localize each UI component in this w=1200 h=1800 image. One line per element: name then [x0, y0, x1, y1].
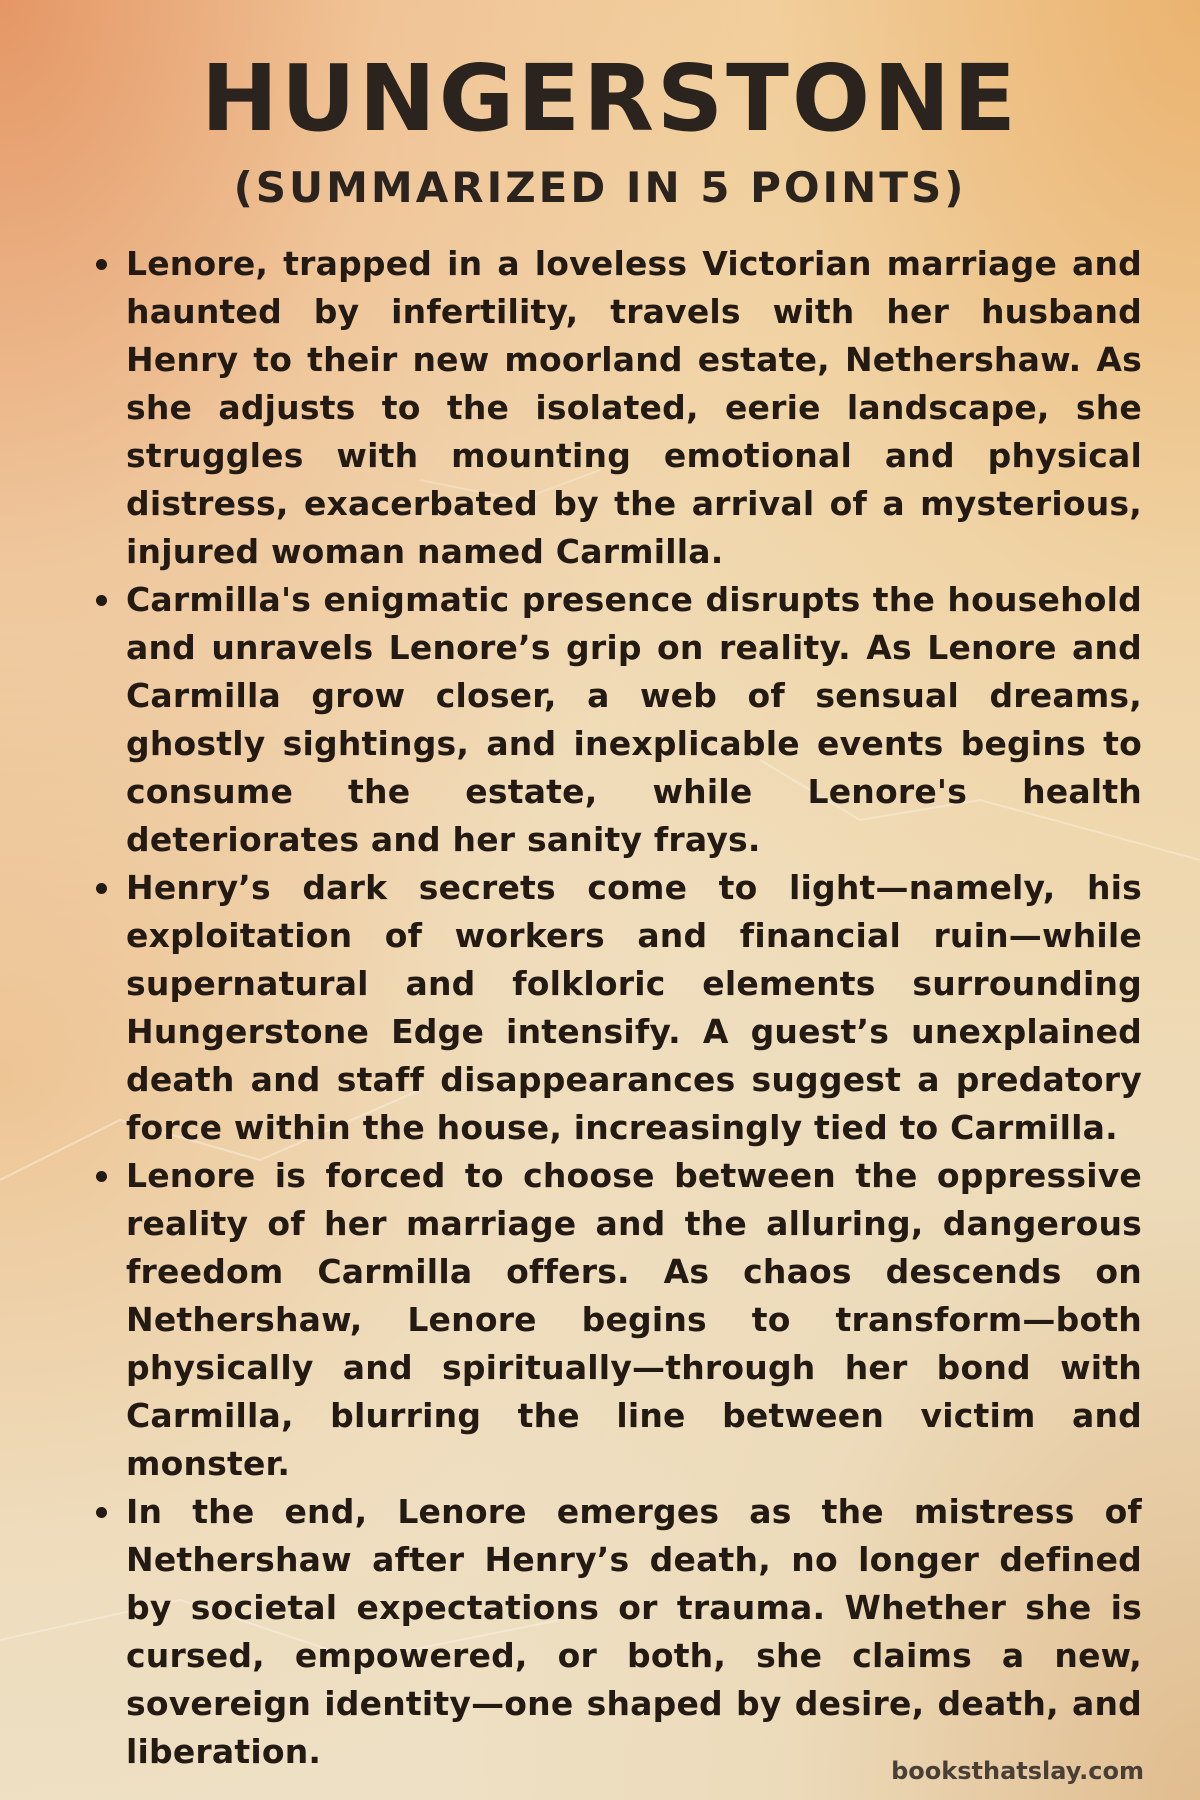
summary-point: [92, 1152, 1142, 1488]
summary-point: [92, 864, 1142, 1152]
bullet-icon: [96, 1507, 107, 1518]
summary-point-text: Henry’s dark secrets come to light—namely, his exploitation of workers and financial ruin—while supernatural and folkloric elements surrounding Hungerstone Edge intensify. A guest’s unexplained death and staff disappearances suggest a predatory force within the house, increasingly tied to Carmilla.: [126, 868, 1142, 1147]
bullet-icon: [96, 883, 107, 894]
summary-point-text: Lenore, trapped in a loveless Victorian marriage and haunted by infertility, travels with her husband Henry to their new moorland estate, Nethershaw. As she adjusts to the isolated, eerie landscape, she struggles with mounting emotional and physical distress, exacerbated by the arrival of a mysterious, injured woman named Carmilla.: [126, 244, 1142, 571]
summary-point-text: Lenore is forced to choose between the oppressive reality of her marriage and the alluring, dangerous freedom Carmilla offers. As chaos descends on Nethershaw, Lenore begins to transform—both physically and spiritually—through her bond with Carmilla, blurring the line between victim and monster.: [126, 1156, 1142, 1483]
summary-point: [92, 1488, 1142, 1776]
summary-point: [92, 576, 1142, 864]
book-title: HUNGERSTONE: [201, 45, 1019, 152]
header: [0, 44, 1200, 216]
summary-point-text: Carmilla's enigmatic presence disrupts the household and unravels Lenore’s grip on reality. As Lenore and Carmilla grow closer, a web of sensual dreams, ghostly sightings, and inexplicable events begins to consume the estate, while Lenore's health deteriorates and her sanity frays.: [126, 580, 1142, 859]
bullet-icon: [96, 259, 107, 270]
subtitle: (SUMMARIZED IN 5 POINTS): [233, 163, 967, 212]
bullet-icon: [96, 595, 107, 606]
summary-points-list: [92, 240, 1142, 1776]
site-watermark: booksthatslay.com: [891, 1757, 1144, 1785]
bullet-icon: [96, 1171, 107, 1182]
summary-point: [92, 240, 1142, 576]
summary-point-text: In the end, Lenore emerges as the mistress of Nethershaw after Henry’s death, no longer defined by societal expectations or trauma. Whether she is cursed, empowered, or both, she claims a new, sovereign identity—one shaped by desire, death, and liberation.: [126, 1492, 1142, 1771]
